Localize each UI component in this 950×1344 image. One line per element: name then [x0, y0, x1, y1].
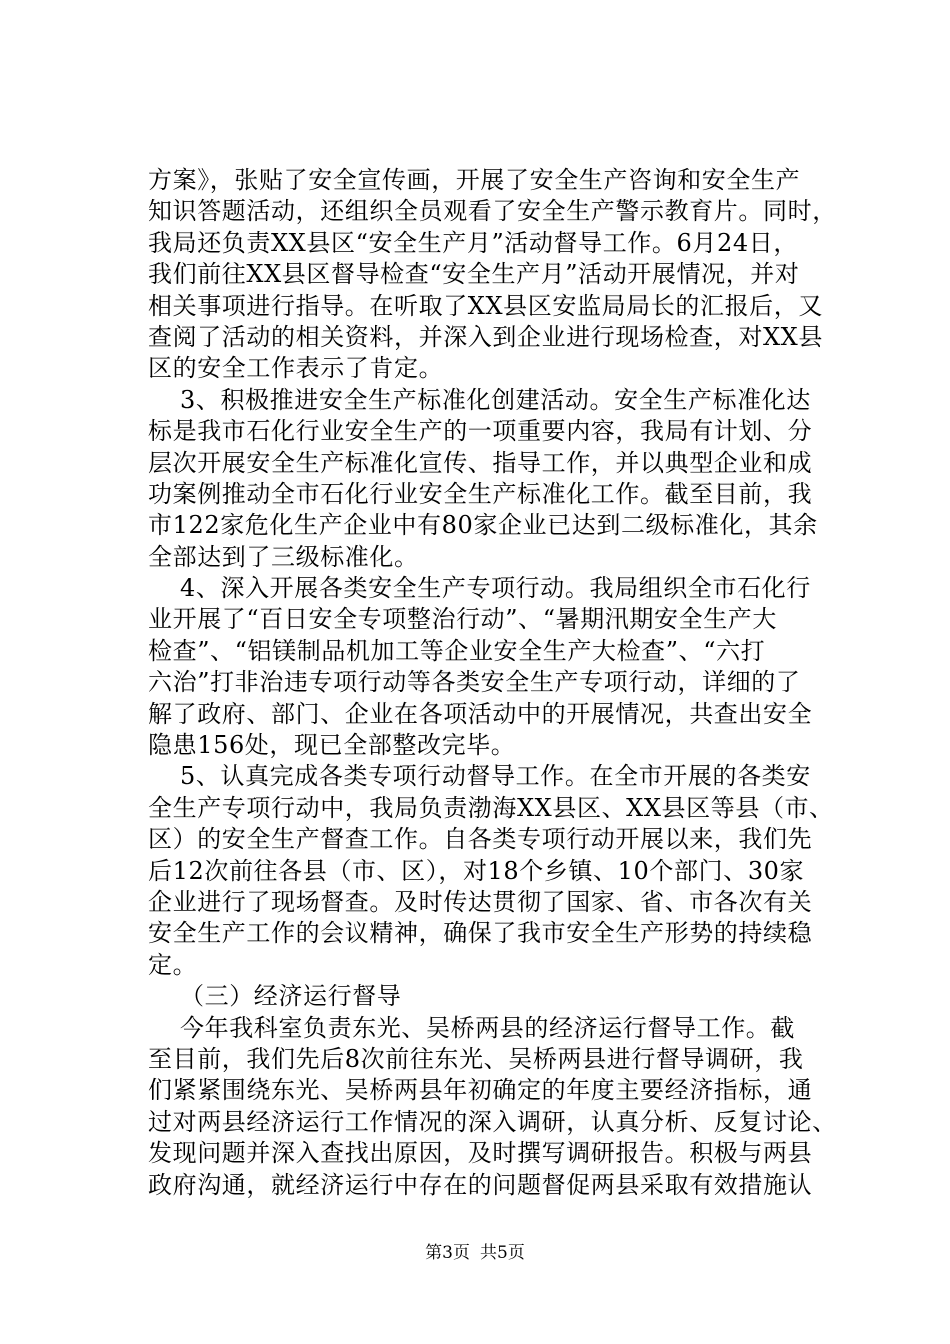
text-line: 企业进行了现场督查。及时传达贯彻了国家、省、市各次有关 [148, 887, 813, 916]
text-line: 后12次前往各县（市、区），对18个乡镇、10个部门、30家 [148, 856, 805, 885]
paragraph-start-line: 3、积极推进安全生产标准化创建活动。安全生产标准化达 [180, 385, 811, 414]
page-footer [0, 1242, 950, 1264]
text-line: 发现问题并深入查找出原因，及时撰写调研报告。积极与两县 [148, 1139, 813, 1168]
text-line: 方案》，张贴了安全宣传画，开展了安全生产咨询和安全生产 [148, 166, 801, 194]
text-line: 我们前往XX县区督导检查“安全生产月”活动开展情况，并对 [148, 260, 800, 289]
text-line: 政府沟通，就经济运行中存在的问题督促两县采取有效措施认 [148, 1170, 813, 1199]
text-line: 层次开展安全生产标准化宣传、指导工作，并以典型企业和成 [148, 448, 813, 477]
text-line: 相关事项进行指导。在听取了XX县区安监局局长的汇报后，又 [148, 291, 823, 320]
text-line: 功案例推动全市石化行业安全生产标准化工作。截至目前，我 [148, 479, 813, 508]
text-line: 业开展了“百日安全专项整治行动”、“暑期汛期安全生产大 [148, 605, 778, 634]
text-line: 区）的安全生产督查工作。自各类专项行动开展以来，我们先 [148, 825, 813, 854]
text-line: 们紧紧围绕东光、吴桥两县年初确定的年度主要经济指标，通 [148, 1076, 813, 1105]
text-line: 六治”打非治违专项行动等各类安全生产专项行动，详细的了 [148, 668, 801, 697]
body-text [148, 165, 838, 1201]
paragraph-start-line: 5、认真完成各类专项行动督导工作。在全市开展的各类安 [180, 762, 811, 791]
text-line: 知识答题活动，还组织全员观看了安全生产警示教育片。同时， [148, 197, 837, 226]
text-line: 定。 [148, 950, 198, 979]
text-line: 查阅了活动的相关资料，并深入到企业进行现场检查，对XX县 [148, 322, 823, 351]
text-line: 区的安全工作表示了肯定。 [148, 354, 444, 383]
text-line: 隐患156处，现已全部整改完毕。 [148, 731, 516, 760]
text-line: 全生产专项行动中，我局负责渤海XX县区、XX县区等县（市、 [148, 793, 834, 822]
text-line: 至目前，我们先后8次前往东光、吴桥两县进行督导调研，我 [148, 1044, 804, 1073]
text-line: 全部达到了三级标准化。 [148, 542, 419, 571]
text-line: 检查”、“铝镁制品机加工等企业安全生产大检查”、“六打 [148, 636, 766, 665]
section-heading: （三）经济运行督导 [180, 982, 402, 1011]
text-line: 市122家危化生产企业中有80家企业已达到二级标准化，其余 [148, 511, 818, 540]
paragraph-start-line: 4、深入开展各类安全生产专项行动。我局组织全市石化行 [180, 574, 811, 603]
text-line: 标是我市石化行业安全生产的一项重要内容，我局有计划、分 [148, 417, 813, 446]
text-line: 我局还负责XX县区“安全生产月”活动督导工作。6月24日， [148, 228, 798, 257]
text-line: 过对两县经济运行工作情况的深入调研，认真分析、反复讨论、 [148, 1107, 837, 1136]
text-line: 安全生产工作的会议精神，确保了我市安全生产形势的持续稳 [148, 919, 813, 948]
paragraph-start-line: 今年我科室负责东光、吴桥两县的经济运行督导工作。截 [180, 1013, 795, 1042]
page-total: 共5页 [480, 1243, 525, 1263]
text-line: 解了政府、部门、企业在各项活动中的开展情况，共查出安全 [148, 699, 813, 728]
page-number: 第3页 [425, 1243, 470, 1263]
